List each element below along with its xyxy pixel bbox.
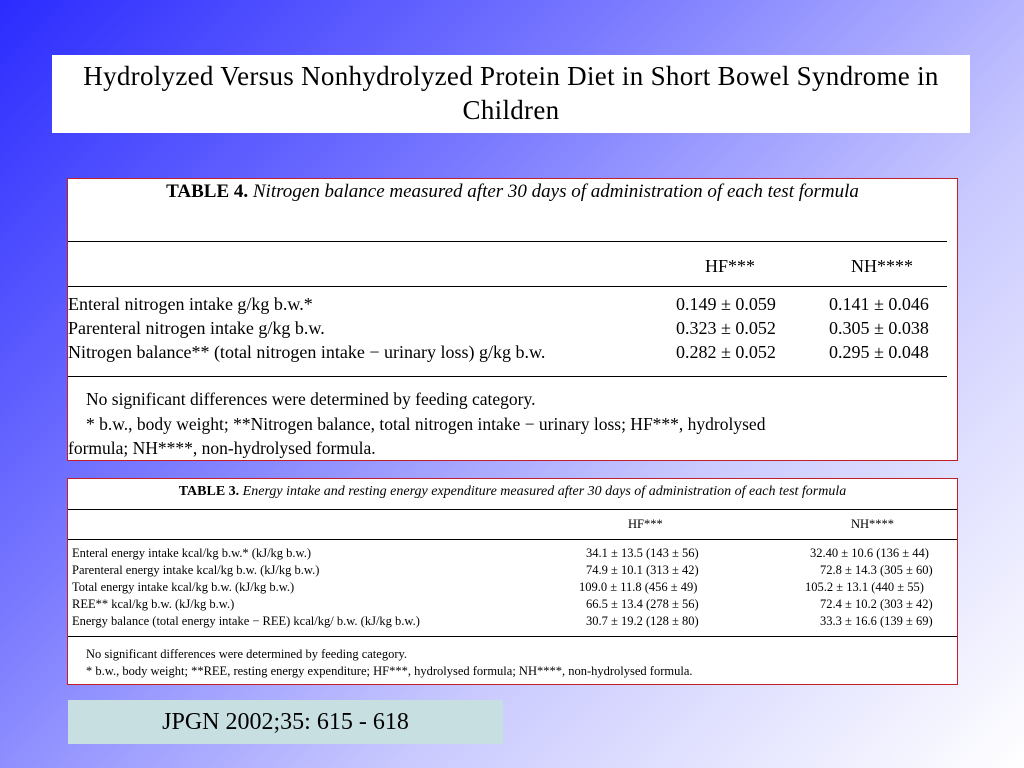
slide-title: Hydrolyzed Versus Nonhydrolyzed Protein Diet in Short Bowel Syndrome in Children — [52, 55, 970, 133]
table-row-label: Total energy intake kcal/kg b.w. (kJ/kg b.w.) — [72, 580, 295, 594]
table-row-label: Enteral nitrogen intake g/kg b.w.* — [68, 294, 313, 314]
table-cell-nh: 72.4 ± 10.2 (303 ± 42) — [820, 597, 933, 611]
table-3-caption — [68, 484, 957, 500]
table-3-note: No significant differences were determined by feeding category. — [86, 647, 408, 661]
table-cell-hf: 66.5 ± 13.4 (278 ± 56) — [586, 597, 699, 611]
table-4-header-rule — [68, 286, 947, 287]
table-cell-nh: 72.8 ± 14.3 (305 ± 60) — [820, 563, 933, 577]
table-cell-hf: 0.282 ± 0.052 — [676, 342, 776, 362]
table-cell-nh: 105.2 ± 13.1 (440 ± 55) — [805, 580, 924, 594]
table-cell-nh: 33.3 ± 16.6 (139 ± 69) — [820, 614, 933, 628]
table-row-label: Enteral energy intake kcal/kg b.w.* (kJ/kg b.w.) — [72, 546, 312, 560]
table-cell-hf: 0.149 ± 0.059 — [676, 294, 776, 314]
table-3-panel — [67, 478, 958, 685]
table-cell-nh: 0.141 ± 0.046 — [829, 294, 929, 314]
table-4-caption-text: Nitrogen balance measured after 30 days of administration of each test formula — [252, 181, 859, 202]
table-3-top-rule — [68, 509, 957, 510]
table-3-label: TABLE 3. — [178, 484, 240, 499]
table-4-footnote-cont: formula; NH****, non-hydrolysed formula. — [68, 438, 376, 458]
table-cell-nh: 32.40 ± 10.6 (136 ± 44) — [810, 546, 929, 560]
table-cell-hf: 0.323 ± 0.052 — [676, 318, 776, 338]
table-4-header-nh: NH**** — [851, 256, 913, 276]
table-cell-hf: 74.9 ± 10.1 (313 ± 42) — [586, 563, 699, 577]
table-3-footnote: * b.w., body weight; **REE, resting energy expenditure; HF***, hydrolysed formula; NH****, non-hydrolysed formula. — [86, 664, 693, 678]
table-4-caption — [68, 179, 957, 205]
table-4-bottom-rule — [68, 376, 947, 377]
table-4-note: No significant differences were determined by feeding category. — [86, 389, 536, 409]
table-4-panel — [67, 178, 958, 461]
table-row-label: Parenteral nitrogen intake g/kg b.w. — [68, 318, 325, 338]
table-row-label: Nitrogen balance** (total nitrogen intake − urinary loss) g/kg b.w. — [68, 342, 546, 362]
table-4-top-rule — [68, 241, 947, 242]
table-row-label: REE** kcal/kg b.w. (kJ/kg b.w.) — [72, 597, 235, 611]
table-row-label: Parenteral energy intake kcal/kg b.w. (kJ/kg b.w.) — [72, 563, 320, 577]
citation: JPGN 2002;35: 615 - 618 — [68, 700, 503, 744]
table-4-footnote: * b.w., body weight; **Nitrogen balance, total nitrogen intake − urinary loss; HF***, hydrolysed — [86, 414, 766, 434]
table-cell-hf: 109.0 ± 11.8 (456 ± 49) — [579, 580, 698, 594]
table-4-header-hf: HF*** — [705, 256, 756, 276]
table-cell-nh: 0.295 ± 0.048 — [829, 342, 929, 362]
table-4-label: TABLE 4. — [166, 181, 249, 202]
table-cell-hf: 30.7 ± 19.2 (128 ± 80) — [586, 614, 699, 628]
table-3-header-rule — [68, 539, 957, 540]
table-row-label: Energy balance (total energy intake − REE) kcal/kg/ b.w. (kJ/kg b.w.) — [72, 614, 420, 628]
table-3-header-hf: HF*** — [628, 517, 663, 531]
table-3-caption-text: Energy intake and resting energy expenditure measured after 30 days of administration of each test formula — [242, 484, 847, 499]
table-3-bottom-rule — [68, 636, 957, 637]
table-cell-hf: 34.1 ± 13.5 (143 ± 56) — [586, 546, 699, 560]
table-3-header-nh: NH**** — [851, 517, 895, 531]
table-cell-nh: 0.305 ± 0.038 — [829, 318, 929, 338]
